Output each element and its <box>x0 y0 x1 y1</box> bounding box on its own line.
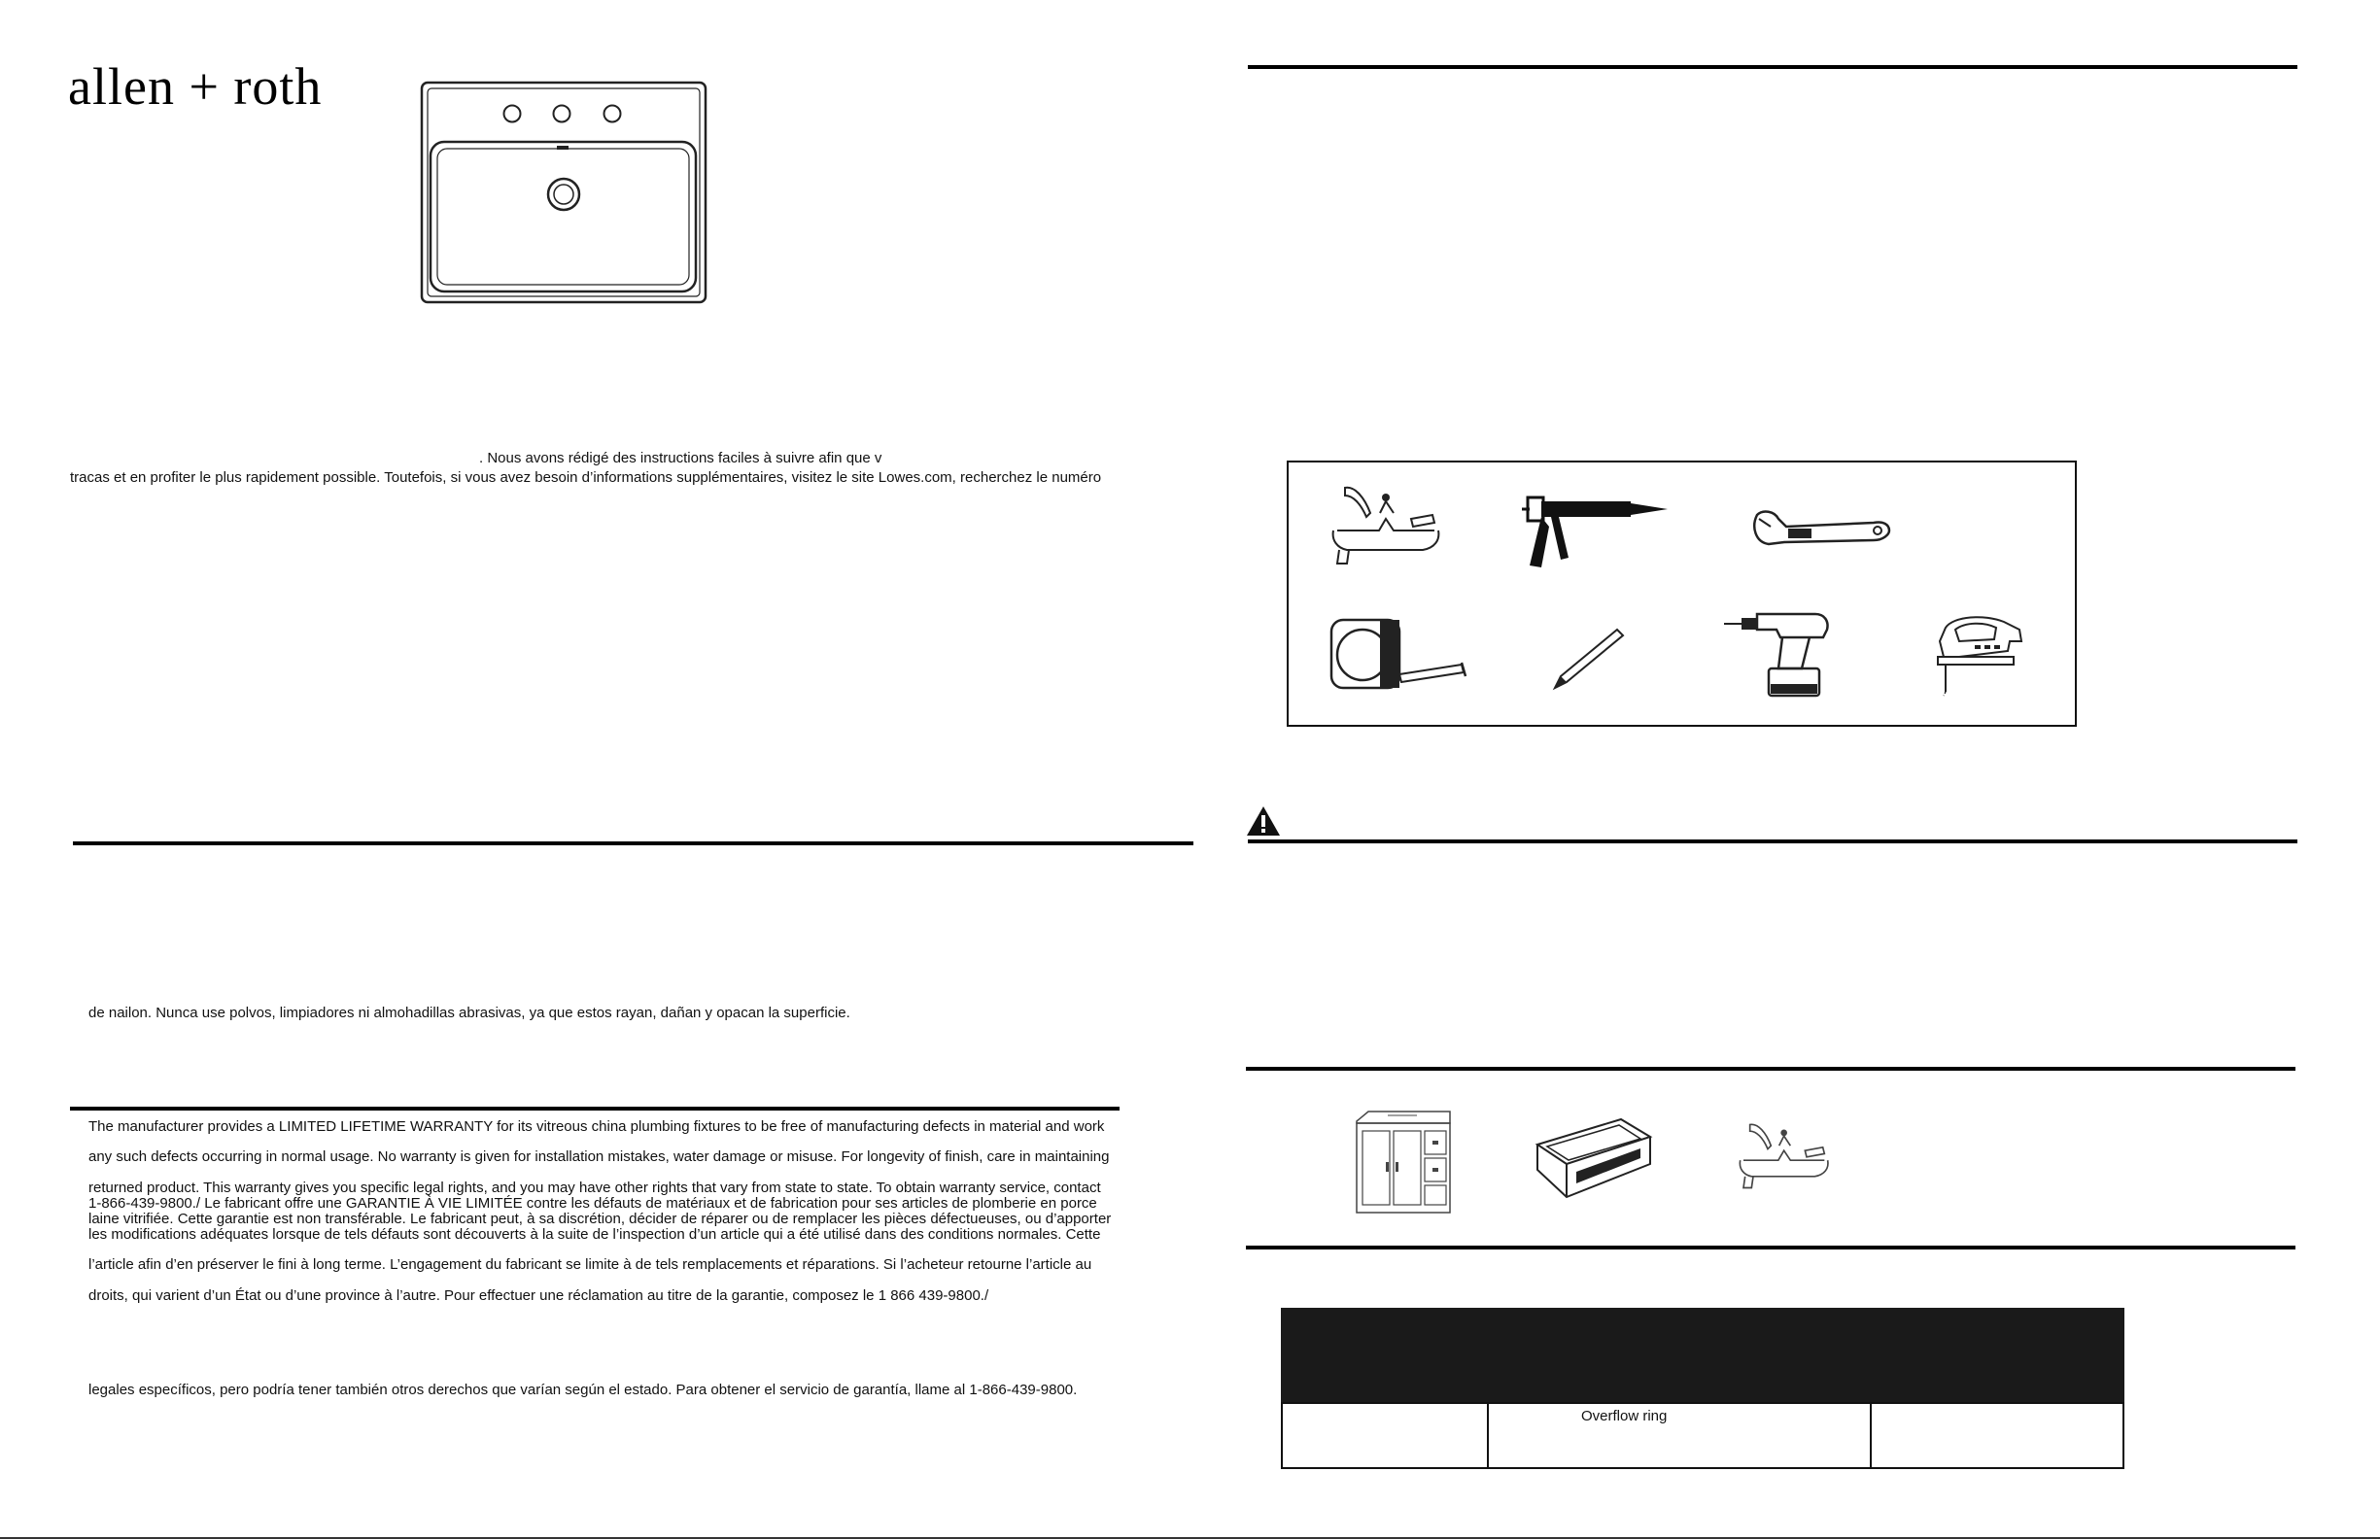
warranty-line: 1-866-439-9800./ Le fabricant offre une GARANTIE À VIE LIMITÉE contre les défauts de matériaux et de fabrication pour ses articles de plomberie en porce <box>88 1195 1097 1212</box>
bathtub-icon <box>1534 1115 1654 1203</box>
sink-illustration <box>418 80 709 305</box>
intro-text-fr-2: tracas et en profiter le plus rapidement possible. Toutefois, si vous avez besoin d’informations supplémentaires, visitez le site Lowes.com, recherchez le numéro <box>70 469 1102 486</box>
cordless-drill-icon <box>1722 608 1848 705</box>
warranty-line: any such defects occurring in normal usage. No warranty is given for installation mistakes, water damage or misuse. For longevity of finish, care in maintaining <box>88 1148 1110 1165</box>
faucet-icon <box>1734 1115 1841 1197</box>
vanity-cabinet-icon <box>1349 1108 1456 1218</box>
faucet-icon <box>1326 480 1454 571</box>
parts-table-cell <box>1283 1404 1489 1467</box>
warranty-line: l’article afin d’en préserver le fini à long terme. L’engagement du fabricant se limite à de tels remplacements et réparations. Si l’acheteur retourne l’article au <box>88 1256 1092 1273</box>
warranty-rule <box>70 1107 1120 1111</box>
parts-table-cell <box>1872 1404 2122 1467</box>
related-rule-bottom <box>1246 1246 2295 1249</box>
section-rule-top <box>1248 65 2297 69</box>
adjustable-wrench-icon <box>1749 505 1895 564</box>
care-text-es: de nailon. Nunca use polvos, limpiadores ni almohadillas abrasivas, ya que estos rayan, dañan y opacan la superficie. <box>88 1005 850 1021</box>
warranty-line: les modifications adéquates lorsque de tels défauts sont découverts à la suite de l’inspection d’un article qui a été utilisé dans des conditions normales. Cette <box>88 1226 1101 1243</box>
warranty-line: laine vitrifiée. Cette garantie est non transférable. Le fabricant peut, à sa discrétion, décider de réparer ou de remplacer les pièces défectueuses, ou d’apporter <box>88 1211 1112 1227</box>
parts-table-cell <box>1489 1404 1872 1467</box>
jigsaw-icon <box>1926 608 2033 705</box>
intro-text-fr-1: . Nous avons rédigé des instructions faciles à suivre afin que v <box>479 450 882 466</box>
pencil-icon <box>1549 626 1627 694</box>
warranty-line: legales específicos, pero podría tener también otros derechos que varían según el estado. Para obtener el servicio de garantía, llame al 1-866-439-9800. <box>88 1382 1078 1398</box>
related-rule-top <box>1246 1067 2295 1071</box>
warning-icon <box>1246 805 1281 837</box>
parts-table <box>1281 1402 2124 1469</box>
warranty-line: droits, qui varient d’un État ou d’une province à l’autre. Pour effectuer une réclamation au titre de la garantie, composez le 1 866 439-9800./ <box>88 1287 989 1304</box>
brand-logo: allen + roth <box>68 57 323 116</box>
section-rule-right-mid <box>1248 839 2297 843</box>
page-bottom-edge <box>0 1537 2380 1539</box>
tools-needed-box <box>1287 461 2077 727</box>
section-rule-left-mid <box>73 841 1193 845</box>
overflow-ring-label: Overflow ring <box>1581 1408 1668 1424</box>
parts-table-header <box>1281 1308 2124 1403</box>
warranty-line: returned product. This warranty gives you specific legal rights, and you may have other rights that vary from state to state. To obtain warranty service, contact <box>88 1180 1101 1196</box>
tape-measure-icon <box>1326 614 1471 696</box>
caulk-gun-icon <box>1522 488 1677 575</box>
warranty-line: The manufacturer provides a LIMITED LIFETIME WARRANTY for its vitreous china plumbing fixtures to be free of manufacturing defects in material and work <box>88 1118 1105 1135</box>
